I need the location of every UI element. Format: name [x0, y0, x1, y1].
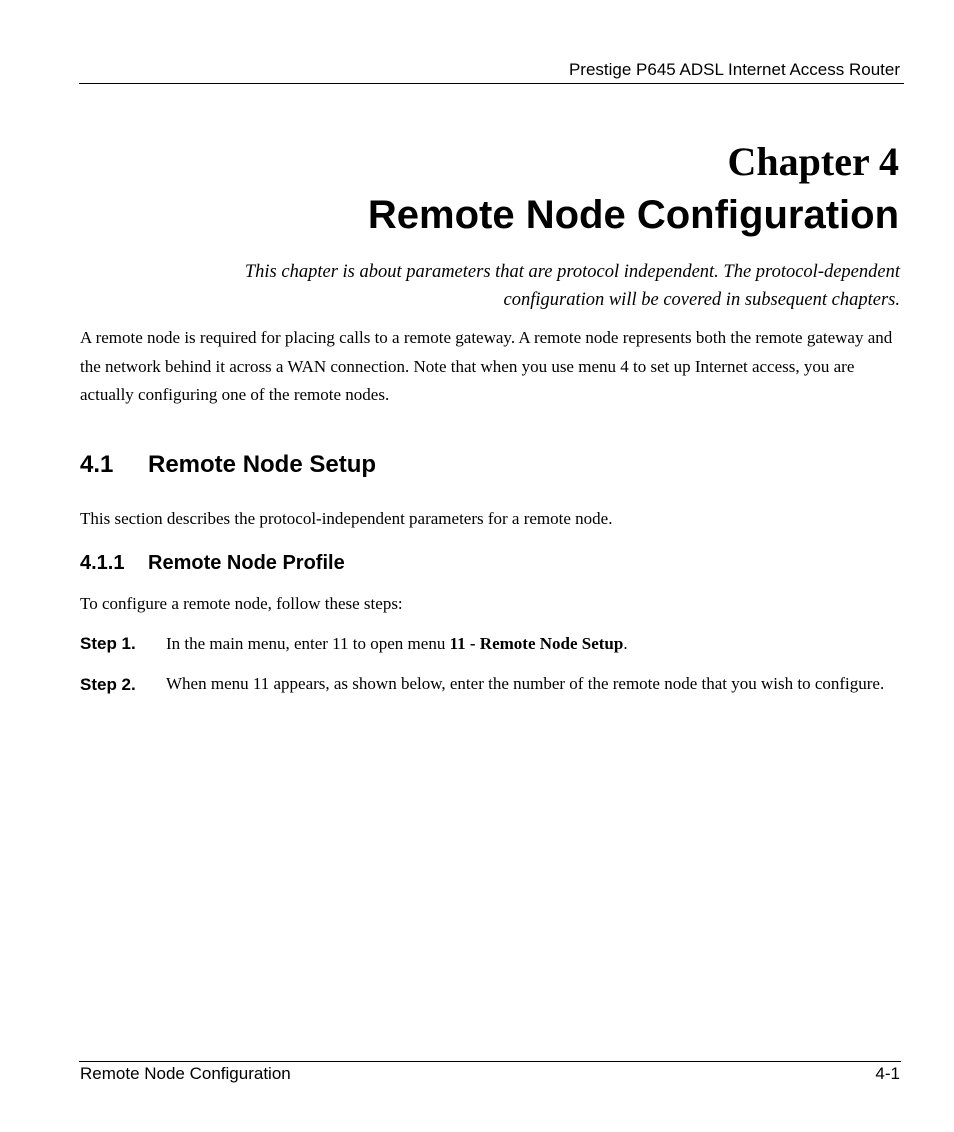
running-header: Prestige P645 ADSL Internet Access Router [568, 60, 900, 79]
intro-paragraph: A remote node is required for placing calls to a remote gateway. A remote node represents both the remote gateway and the network behind it across a WAN connection. Note that when you use menu 4 to set up Internet access, you are actually configuring one of the remote nodes. [80, 328, 893, 404]
step-1-text [166, 630, 896, 659]
subsection-number: 4.1.1 [80, 552, 125, 574]
section-title: Remote Node Setup [148, 451, 377, 478]
abstract-line-1: This chapter is about parameters that are protocol independent. The protocol-dependent [244, 262, 900, 282]
header-rule [79, 83, 904, 84]
section-heading-4-1-1 [80, 552, 345, 575]
chapter-abstract [100, 258, 900, 314]
section-number: 4.1 [80, 451, 114, 478]
step-2-label: Step 2. [80, 675, 136, 694]
step-1-text-before: In the main menu, enter 11 to open menu [166, 634, 450, 653]
chapter-title: Remote Node Configuration [367, 193, 899, 237]
step-1-text-after: . [623, 634, 628, 653]
step-1-label: Step 1. [80, 634, 136, 653]
subsection-title: Remote Node Profile [148, 552, 345, 574]
step-2-text: When menu 11 appears, as shown below, enter the number of the remote node that you wish to configure. [166, 674, 885, 693]
footer-rule [79, 1061, 901, 1062]
step-1-menu-name: 11 - Remote Node Setup [449, 634, 624, 653]
section-4-1-paragraph: This section describes the protocol-independent parameters for a remote node. [80, 509, 613, 528]
section-4-1-1-paragraph: To configure a remote node, follow these steps: [80, 594, 403, 613]
footer-title: Remote Node Configuration [80, 1064, 291, 1083]
page-number: 4-1 [875, 1064, 900, 1083]
section-heading-4-1 [80, 451, 376, 479]
chapter-label: Chapter 4 [727, 139, 899, 184]
abstract-line-2: configuration will be covered in subsequent chapters. [503, 290, 900, 310]
